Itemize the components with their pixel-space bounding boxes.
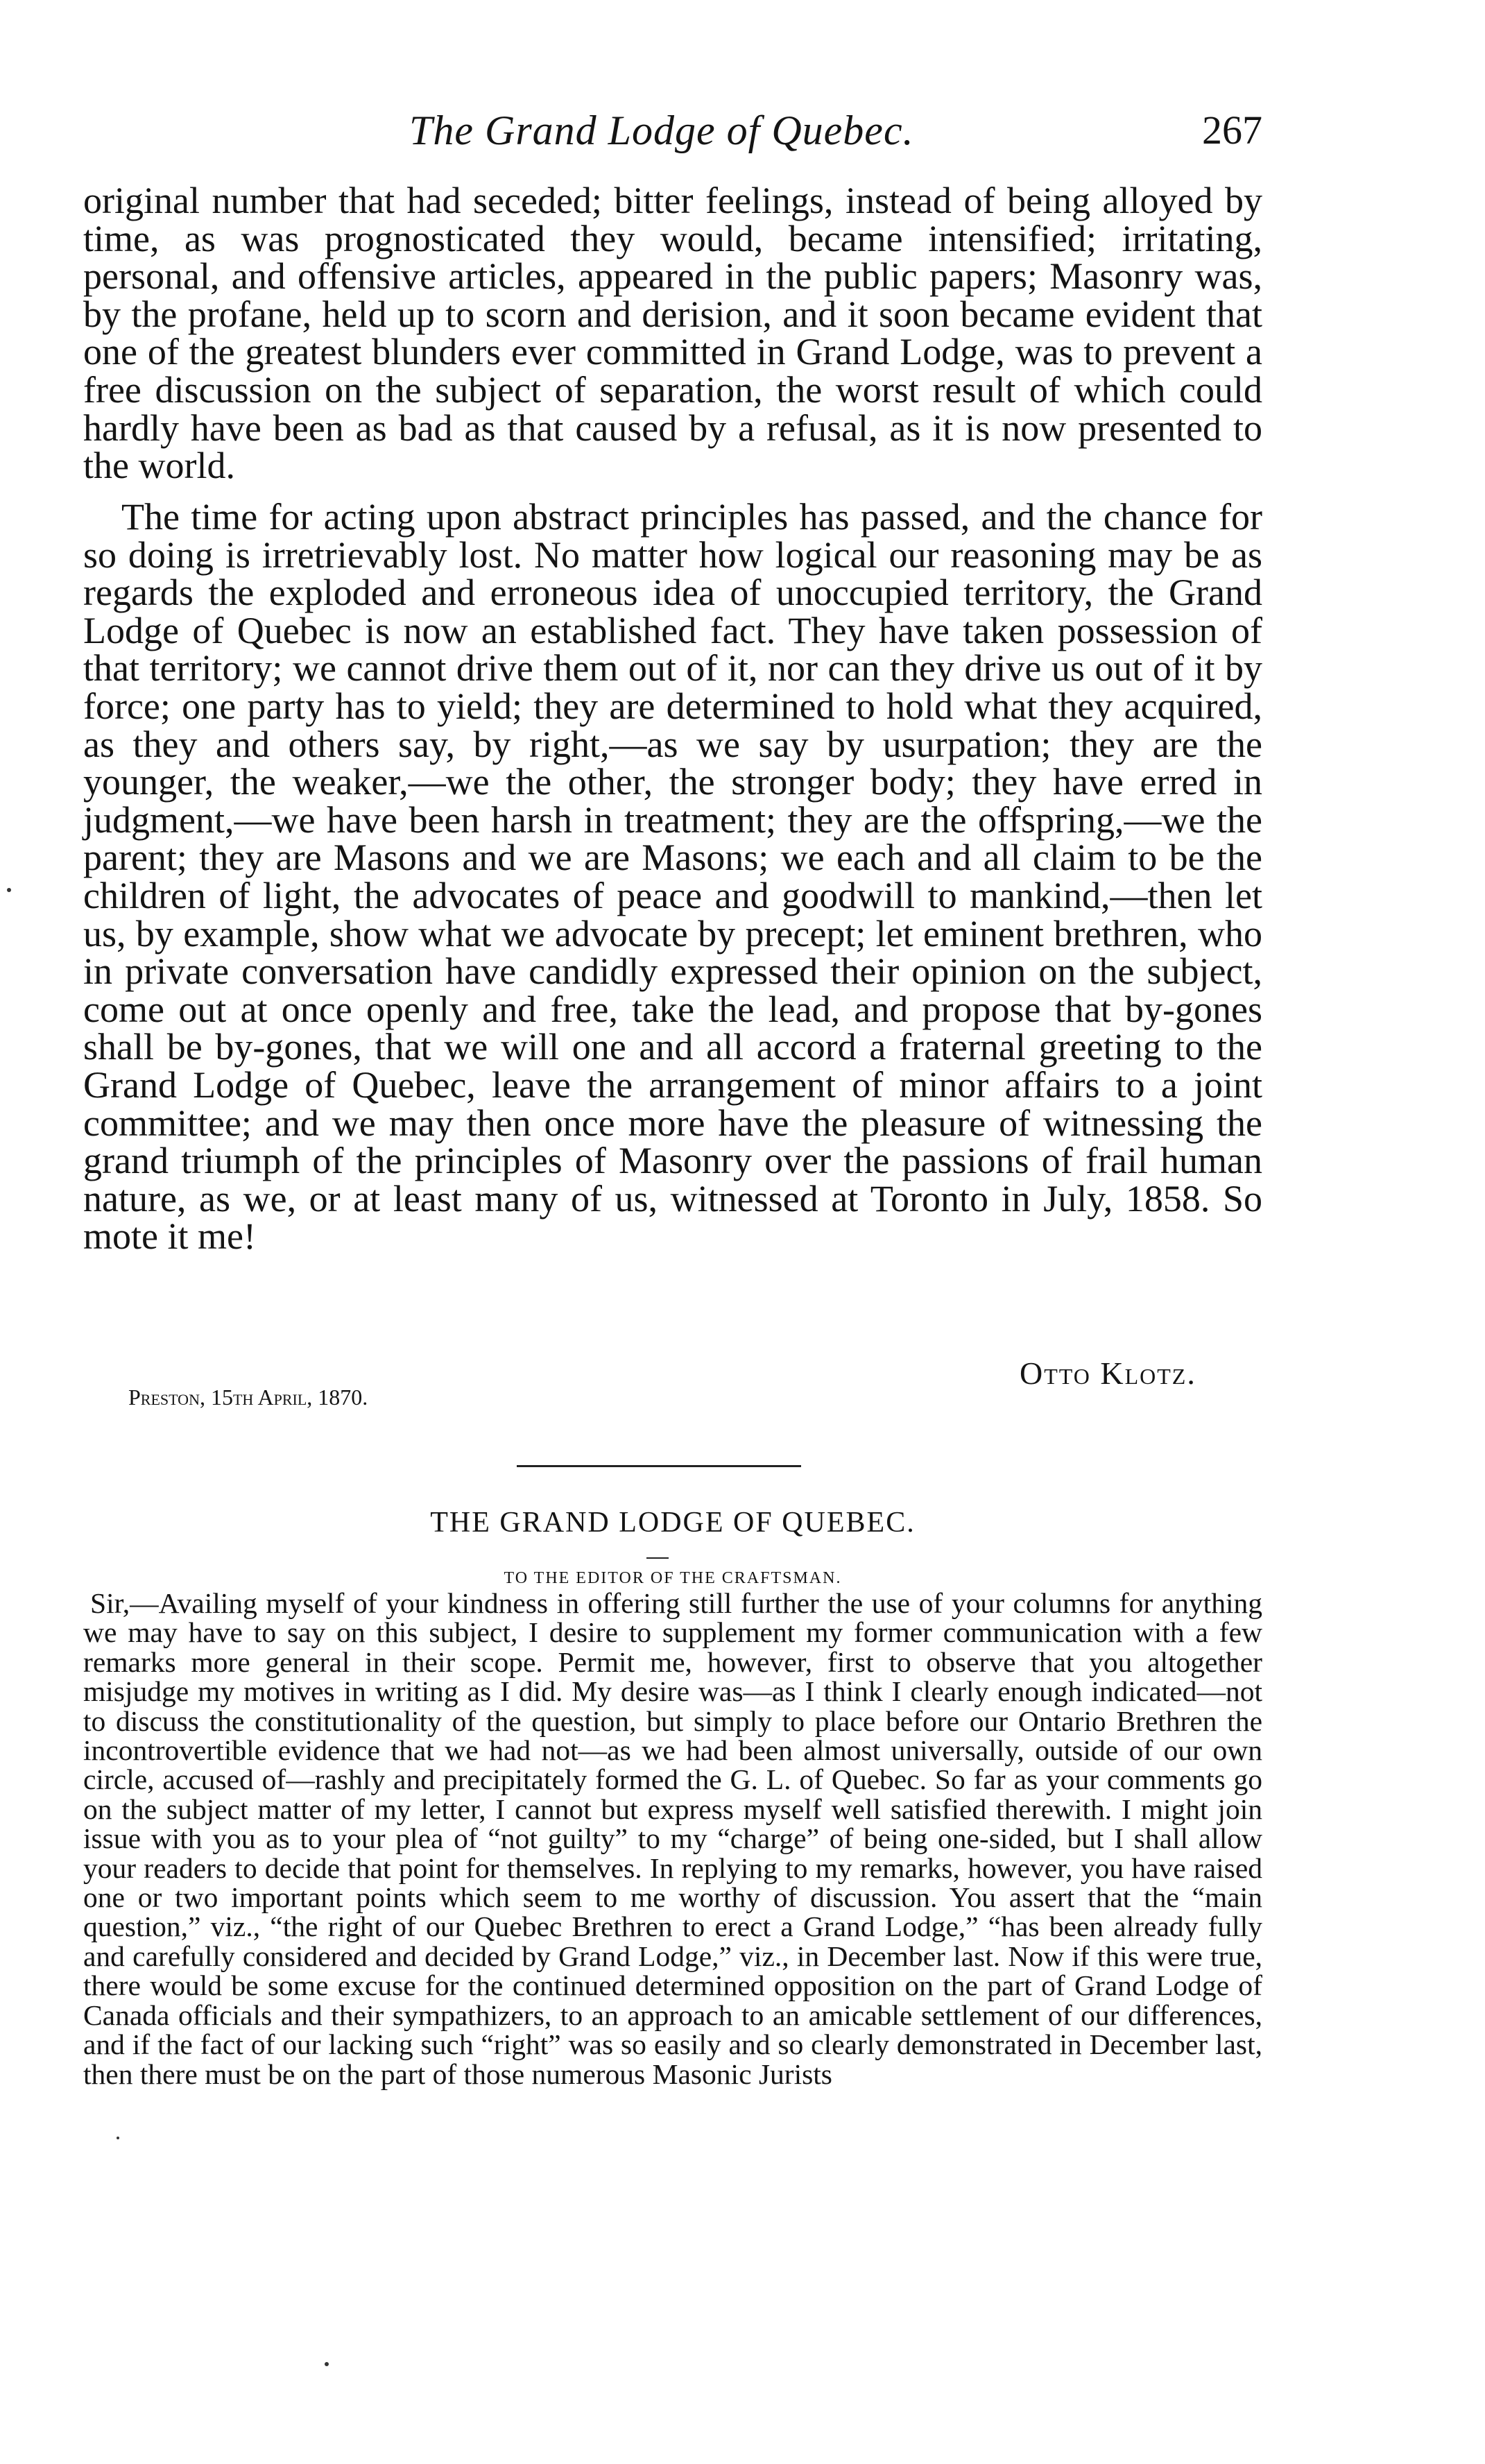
- running-head: [83, 103, 1262, 158]
- letter-body: Sir,—Availing myself of your kindness in offering still further the use of your columns for anything we may have to say on this subject, I desire to supplement my former communication with a few remarks more general in their scope. Permit me, however, first to observe that you altogether misjudge my motives in writing as I did. My desire was—as I think I clearly enough indicated—not to discuss the constitutionality of the question, but simply to place before our Ontario Brethren the incontrovertible evidence that we had not—as we had been almost universally, outside of our own circle, accused of—rashly and precipitately formed the G. L. of Quebec. So far as your comments go on the subject matter of my letter, I cannot but express myself well satisfied therewith. I might join issue with you as to your plea of “not guilty” to my “charge” of being one-sided, but I shall allow your readers to decide that point for themselves. In replying to my remarks, however, you have raised one or two important points which seem to me worthy of discussion. You assert that the “main question,” viz., “the right of our Quebec Brethren to erect a Grand Lodge,” “has been already fully and carefully considered and decided by Grand Lodge,” viz., in December last. Now if this were true, there would be some excuse for the continued determined opposition on the part of Grand Lodge of Canada officials and their sympathizers, to an approach to an amicable settlement of our differences, and if the fact of our lacking such “right” was so easily and so clearly demonstrated in December last, then there must be on the part of those numerous Masonic Jurists: [83, 1587, 1262, 2090]
- print-speck: [117, 2137, 119, 2139]
- letter-body-container: [83, 1589, 1262, 2089]
- article-paragraph-1-container: [83, 182, 1262, 485]
- section-heading: THE GRAND LODGE OF QUEBEC.: [430, 1507, 916, 1539]
- print-speck: [7, 888, 11, 892]
- author-signature: Otto Klotz.: [1020, 1355, 1196, 1391]
- article-paragraph-1: original number that had seceded; bitter feelings, instead of being alloyed by time, as was prognosticated they would, became intensified; irritating, personal, and offensive articles, appeared in the public papers; Masonry was, by the profane, held up to scorn and derision, and it soon became evident that one of the greatest blunders ever committed in Grand Lodge, was to prevent a free discussion on the subject of separation, the worst result of which could hardly have been as bad as that caused by a refusal, as it is now presented to the world.: [83, 180, 1262, 487]
- print-speck: [325, 2362, 329, 2366]
- heading-dash: [646, 1557, 669, 1559]
- dateline: Preston, 15th April, 1870.: [128, 1385, 368, 1410]
- page-number: 267: [1202, 108, 1262, 153]
- letter-address: TO THE EDITOR OF THE CRAFTSMAN.: [504, 1569, 842, 1587]
- article-paragraph-2-container: [83, 498, 1262, 1256]
- article-paragraph-2: The time for acting upon abstract principles has passed, and the chance for so doing is irretrievably lost. No matter how logical our reasoning may be as regards the exploded and erroneous idea of unoccupied territory, the Grand Lodge of Quebec is now an established fact. They have taken possession of that territory; we cannot drive them out of it, nor can they drive us out of it by force; one party has to yield; they are determined to hold what they acquired, as they and others say, by right,—as we say by usurpation; they are the younger, the weaker,—we the other, the stronger body; they have erred in judgment,—we have been harsh in treatment; they are the offspring,—we the parent; they are Masons and we are Masons; we each and all claim to be the children of light, the advocates of peace and goodwill to mankind,—then let us, by example, show what we advocate by precept; let eminent brethren, who in private conversation have candidly expressed their opinion on the subject, come out at once openly and free, take the lead, and propose that by-gones shall be by-gones, that we will one and all accord a fraternal greeting to the Grand Lodge of Quebec, leave the arrangement of minor affairs to a joint committee; and we may then once more have the pleasure of witnessing the grand triumph of the principles of Masonry over the passions of frail human nature, as we, or at least many of us, witnessed at Toronto in July, 1858. So mote it me!: [83, 496, 1262, 1258]
- running-title: The Grand Lodge of Quebec.: [409, 108, 914, 153]
- section-divider: [517, 1465, 801, 1467]
